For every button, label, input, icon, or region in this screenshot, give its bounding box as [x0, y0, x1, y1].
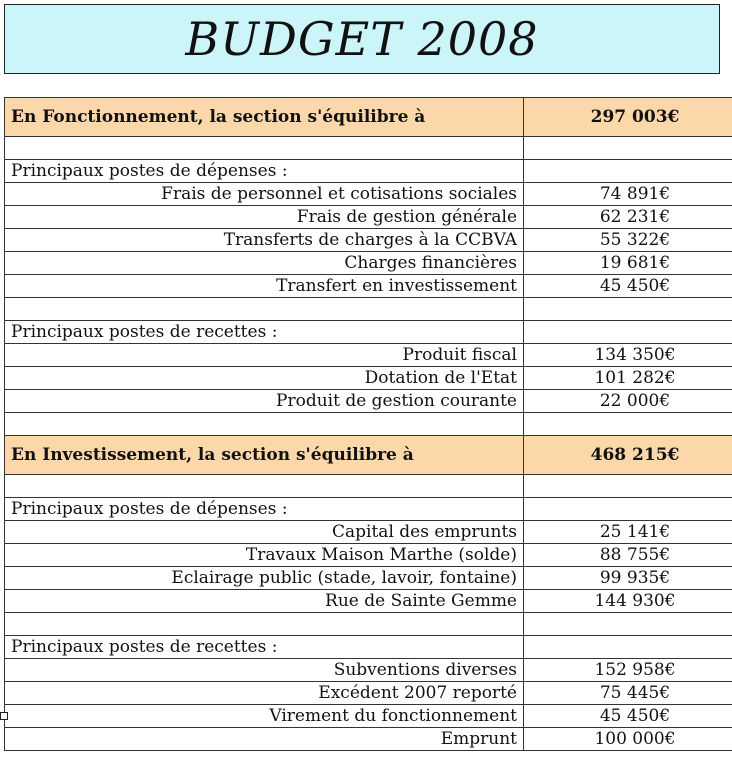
- budget-line-row: [5, 183, 732, 206]
- blank-row: [5, 413, 732, 436]
- amount-cell[interactable]: 19 681€: [524, 252, 732, 275]
- budget-line-row: [5, 682, 732, 705]
- budget-line-row: [5, 705, 732, 728]
- category-row: [5, 321, 732, 344]
- amount-cell[interactable]: 45 450€: [524, 275, 732, 298]
- budget-line-row: [5, 544, 732, 567]
- label-cell[interactable]: [5, 413, 524, 436]
- amount-cell[interactable]: 468 215€: [524, 436, 732, 475]
- amount-cell[interactable]: [524, 498, 732, 521]
- label-cell[interactable]: Eclairage public (stade, lavoir, fontaine): [5, 567, 524, 590]
- amount-cell[interactable]: [524, 636, 732, 659]
- category-row: [5, 160, 732, 183]
- blank-row: [5, 475, 732, 498]
- budget-line-row: [5, 728, 732, 751]
- label-cell[interactable]: Principaux postes de dépenses :: [5, 498, 524, 521]
- category-row: [5, 498, 732, 521]
- label-cell[interactable]: Travaux Maison Marthe (solde): [5, 544, 524, 567]
- budget-line-row: [5, 344, 732, 367]
- amount-cell[interactable]: 297 003€: [524, 98, 732, 137]
- amount-cell[interactable]: 88 755€: [524, 544, 732, 567]
- blank-row: [5, 298, 732, 321]
- amount-cell[interactable]: 144 930€: [524, 590, 732, 613]
- amount-cell[interactable]: 99 935€: [524, 567, 732, 590]
- blank-row: [5, 137, 732, 160]
- label-cell[interactable]: Subventions diverses: [5, 659, 524, 682]
- label-cell[interactable]: Charges financières: [5, 252, 524, 275]
- blank-row: [5, 613, 732, 636]
- label-cell[interactable]: Excédent 2007 reporté: [5, 682, 524, 705]
- section-total-row: [5, 98, 732, 137]
- budget-line-row: [5, 390, 732, 413]
- selection-handle[interactable]: [0, 712, 8, 720]
- label-cell[interactable]: Dotation de l'Etat: [5, 367, 524, 390]
- amount-cell[interactable]: 100 000€: [524, 728, 732, 751]
- budget-line-row: [5, 275, 732, 298]
- amount-cell[interactable]: [524, 613, 732, 636]
- budget-line-row: [5, 252, 732, 275]
- amount-cell[interactable]: 45 450€: [524, 705, 732, 728]
- label-cell[interactable]: Principaux postes de recettes :: [5, 636, 524, 659]
- amount-cell[interactable]: 55 322€: [524, 229, 732, 252]
- budget-table: [4, 97, 720, 751]
- amount-cell[interactable]: [524, 321, 732, 344]
- budget-line-row: [5, 567, 732, 590]
- label-cell[interactable]: Frais de gestion générale: [5, 206, 524, 229]
- label-cell[interactable]: En Fonctionnement, la section s'équilibre à: [5, 98, 524, 137]
- label-cell[interactable]: Virement du fonctionnement: [5, 705, 524, 728]
- label-cell[interactable]: [5, 137, 524, 160]
- amount-cell[interactable]: [524, 160, 732, 183]
- label-cell[interactable]: [5, 298, 524, 321]
- amount-cell[interactable]: [524, 137, 732, 160]
- label-cell[interactable]: En Investissement, la section s'équilibre à: [5, 436, 524, 475]
- page-title: BUDGET 2008: [185, 12, 539, 66]
- budget-line-row: [5, 521, 732, 544]
- label-cell[interactable]: Transfert en investissement: [5, 275, 524, 298]
- budget-line-row: [5, 367, 732, 390]
- label-cell[interactable]: Principaux postes de recettes :: [5, 321, 524, 344]
- title-banner: [4, 4, 720, 74]
- amount-cell[interactable]: 25 141€: [524, 521, 732, 544]
- section-total-row: [5, 436, 732, 475]
- amount-cell[interactable]: 134 350€: [524, 344, 732, 367]
- budget-line-row: [5, 206, 732, 229]
- amount-cell[interactable]: [524, 298, 732, 321]
- label-cell[interactable]: Produit fiscal: [5, 344, 524, 367]
- label-cell[interactable]: Rue de Sainte Gemme: [5, 590, 524, 613]
- amount-cell[interactable]: 75 445€: [524, 682, 732, 705]
- amount-cell[interactable]: 62 231€: [524, 206, 732, 229]
- amount-cell[interactable]: 101 282€: [524, 367, 732, 390]
- label-cell[interactable]: [5, 475, 524, 498]
- label-cell[interactable]: Emprunt: [5, 728, 524, 751]
- label-cell[interactable]: [5, 613, 524, 636]
- budget-line-row: [5, 590, 732, 613]
- budget-line-row: [5, 229, 732, 252]
- label-cell[interactable]: Transferts de charges à la CCBVA: [5, 229, 524, 252]
- amount-cell[interactable]: 22 000€: [524, 390, 732, 413]
- label-cell[interactable]: Frais de personnel et cotisations sociales: [5, 183, 524, 206]
- label-cell[interactable]: Capital des emprunts: [5, 521, 524, 544]
- label-cell[interactable]: Principaux postes de dépenses :: [5, 160, 524, 183]
- amount-cell[interactable]: 74 891€: [524, 183, 732, 206]
- budget-line-row: [5, 659, 732, 682]
- label-cell[interactable]: Produit de gestion courante: [5, 390, 524, 413]
- amount-cell[interactable]: [524, 413, 732, 436]
- amount-cell[interactable]: 152 958€: [524, 659, 732, 682]
- amount-cell[interactable]: [524, 475, 732, 498]
- category-row: [5, 636, 732, 659]
